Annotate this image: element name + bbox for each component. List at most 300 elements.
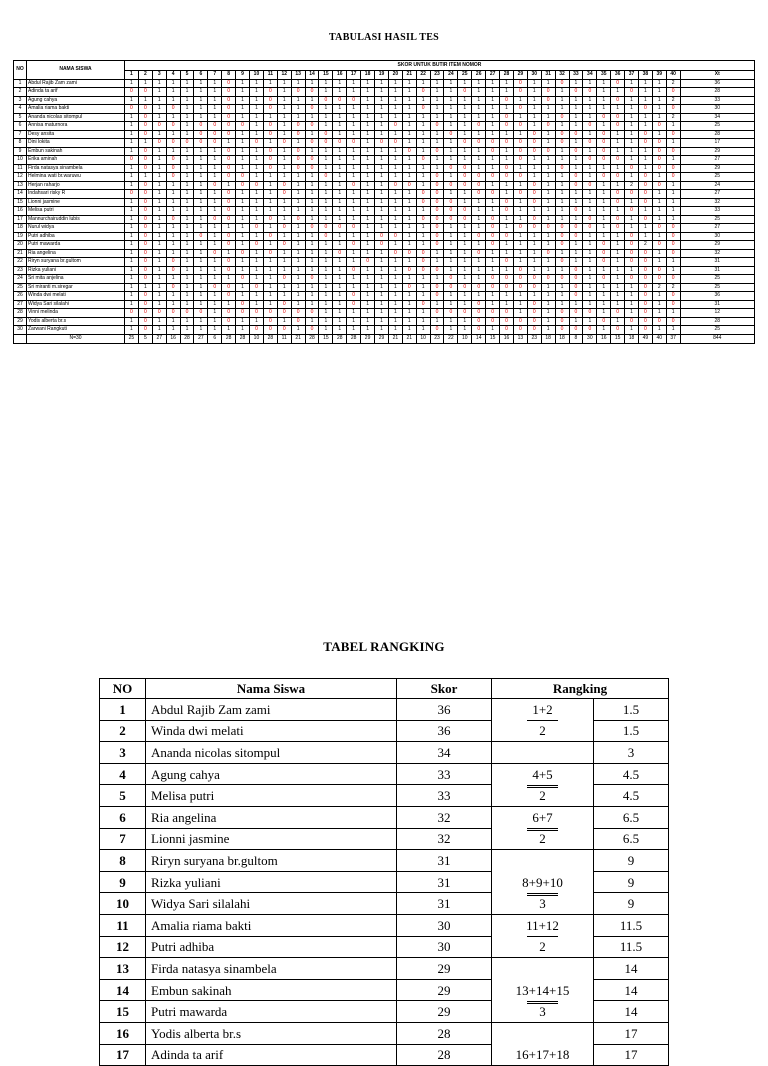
- score-cell: 1: [652, 130, 666, 139]
- footer-item-total: 10: [458, 334, 472, 343]
- score-cell: 1: [402, 224, 416, 233]
- student-name: Ria angelina: [27, 249, 125, 258]
- score-cell: 1: [388, 147, 402, 156]
- score-cell: 0: [527, 181, 541, 190]
- score-cell: 1: [527, 232, 541, 241]
- score-cell: 1: [236, 326, 250, 335]
- score-cell: 1: [500, 147, 514, 156]
- footer-item-total: 40: [652, 334, 666, 343]
- score-cell: 1: [194, 147, 208, 156]
- score-cell: 1: [541, 241, 555, 250]
- score-cell: 1: [180, 207, 194, 216]
- score-cell: 1: [166, 317, 180, 326]
- score-cell: 1: [513, 215, 527, 224]
- score-cell: 0: [166, 105, 180, 114]
- score-cell: 0: [444, 275, 458, 284]
- rank-value: 4.5: [594, 763, 669, 785]
- score-cell: 1: [472, 292, 486, 301]
- rank-value: 14: [594, 1001, 669, 1023]
- rank-student-name: Putri adhiba: [146, 936, 397, 958]
- score-cell: 1: [222, 181, 236, 190]
- score-cell: 0: [652, 122, 666, 131]
- footer-item-total: 29: [375, 334, 389, 343]
- score-cell: 0: [402, 181, 416, 190]
- score-cell: 0: [597, 130, 611, 139]
- score-cell: 1: [291, 292, 305, 301]
- score-cell: 0: [263, 130, 277, 139]
- score-cell: 0: [430, 173, 444, 182]
- table-row: [14, 283, 755, 292]
- footer-item-total: 28: [263, 334, 277, 343]
- row-total-xt: 17: [680, 139, 754, 148]
- score-cell: 1: [638, 88, 652, 97]
- score-cell: 0: [486, 232, 500, 241]
- item-number-header: 21: [402, 71, 416, 80]
- item-number-header: 1: [125, 71, 139, 80]
- student-name: Zarwani Rangkuti: [27, 326, 125, 335]
- score-cell: 1: [208, 309, 222, 318]
- score-cell: 1: [583, 249, 597, 258]
- score-cell: 1: [319, 283, 333, 292]
- score-cell: 0: [652, 147, 666, 156]
- score-cell: 1: [402, 326, 416, 335]
- score-cell: 0: [263, 326, 277, 335]
- score-cell: 1: [194, 292, 208, 301]
- score-cell: 0: [597, 317, 611, 326]
- score-cell: 1: [305, 96, 319, 105]
- rank-row-no: 15: [100, 1001, 146, 1023]
- score-cell: 0: [569, 232, 583, 241]
- score-cell: 1: [388, 300, 402, 309]
- score-cell: 1: [569, 139, 583, 148]
- rank-row-no: 1: [100, 699, 146, 721]
- score-cell: 1: [361, 275, 375, 284]
- score-cell: 1: [597, 88, 611, 97]
- score-cell: 1: [208, 207, 222, 216]
- score-cell: 1: [388, 266, 402, 275]
- rank-row-no: 2: [100, 720, 146, 742]
- score-cell: 1: [152, 96, 166, 105]
- score-cell: 1: [277, 88, 291, 97]
- item-number-header: 38: [638, 71, 652, 80]
- score-cell: 1: [388, 96, 402, 105]
- score-cell: 1: [166, 88, 180, 97]
- score-cell: 1: [291, 224, 305, 233]
- student-name: Desy ansita: [27, 130, 125, 139]
- score-cell: 0: [638, 283, 652, 292]
- score-cell: 1: [375, 224, 389, 233]
- score-cell: 0: [555, 317, 569, 326]
- score-cell: 1: [305, 130, 319, 139]
- score-cell: 1: [277, 215, 291, 224]
- score-cell: 1: [305, 266, 319, 275]
- score-cell: 1: [472, 105, 486, 114]
- rank-skor: 31: [397, 893, 492, 915]
- score-cell: 0: [583, 309, 597, 318]
- score-cell: 0: [638, 258, 652, 267]
- score-cell: 0: [638, 326, 652, 335]
- score-cell: 1: [458, 156, 472, 165]
- item-number-header: 2: [138, 71, 152, 80]
- score-cell: 0: [138, 309, 152, 318]
- score-cell: 1: [194, 275, 208, 284]
- score-cell: 0: [416, 156, 430, 165]
- score-cell: 0: [500, 198, 514, 207]
- score-cell: 0: [555, 164, 569, 173]
- score-cell: 1: [250, 130, 264, 139]
- score-cell: 1: [347, 147, 361, 156]
- score-cell: 0: [208, 249, 222, 258]
- score-cell: 1: [597, 207, 611, 216]
- score-cell: 1: [569, 122, 583, 131]
- score-cell: 1: [652, 309, 666, 318]
- ranking-row: [100, 720, 669, 742]
- score-cell: 1: [402, 232, 416, 241]
- score-cell: 1: [250, 275, 264, 284]
- score-cell: 1: [263, 224, 277, 233]
- score-cell: 0: [305, 224, 319, 233]
- score-cell: 1: [305, 190, 319, 199]
- score-cell: 0: [638, 292, 652, 301]
- score-cell: 1: [500, 266, 514, 275]
- score-cell: 1: [611, 88, 625, 97]
- score-cell: 1: [444, 190, 458, 199]
- rank-value: 17: [594, 1044, 669, 1066]
- score-cell: 1: [347, 105, 361, 114]
- student-name: Melisa putri: [27, 207, 125, 216]
- score-cell: 1: [611, 258, 625, 267]
- score-cell: 1: [250, 96, 264, 105]
- rank-student-name: Amalia riama bakti: [146, 914, 397, 936]
- score-cell: 0: [333, 224, 347, 233]
- score-cell: 1: [541, 156, 555, 165]
- score-cell: 0: [222, 96, 236, 105]
- score-cell: 1: [541, 105, 555, 114]
- score-cell: 0: [305, 309, 319, 318]
- score-cell: 0: [458, 215, 472, 224]
- score-cell: 1: [388, 173, 402, 182]
- row-no: 16: [14, 207, 27, 216]
- score-cell: 1: [569, 164, 583, 173]
- score-cell: 1: [527, 113, 541, 122]
- score-cell: 1: [305, 300, 319, 309]
- score-cell: 0: [305, 164, 319, 173]
- score-cell: 0: [527, 326, 541, 335]
- score-cell: 0: [666, 300, 680, 309]
- score-cell: 0: [472, 173, 486, 182]
- ranking-row: [100, 699, 669, 721]
- score-cell: 1: [555, 156, 569, 165]
- score-cell: 1: [263, 79, 277, 88]
- score-cell: 1: [180, 249, 194, 258]
- score-cell: 1: [416, 130, 430, 139]
- score-cell: 1: [333, 173, 347, 182]
- score-cell: 1: [388, 164, 402, 173]
- score-cell: 1: [486, 79, 500, 88]
- score-cell: 0: [569, 292, 583, 301]
- score-cell: 1: [361, 156, 375, 165]
- score-cell: 0: [222, 88, 236, 97]
- item-number-header: 30: [527, 71, 541, 80]
- score-cell: 0: [263, 317, 277, 326]
- score-cell: 0: [138, 258, 152, 267]
- rank-calculation: [492, 1022, 594, 1044]
- score-cell: 1: [611, 105, 625, 114]
- score-cell: 1: [319, 258, 333, 267]
- score-cell: 1: [638, 224, 652, 233]
- score-cell: 1: [166, 130, 180, 139]
- score-cell: 0: [513, 317, 527, 326]
- score-cell: 0: [597, 156, 611, 165]
- score-cell: 1: [541, 317, 555, 326]
- score-cell: 0: [416, 258, 430, 267]
- score-cell: 0: [638, 266, 652, 275]
- score-cell: 1: [361, 266, 375, 275]
- score-cell: 1: [250, 232, 264, 241]
- score-cell: 1: [180, 190, 194, 199]
- score-cell: 0: [208, 122, 222, 131]
- score-cell: 0: [597, 249, 611, 258]
- score-cell: 1: [180, 275, 194, 284]
- score-cell: 0: [625, 190, 639, 199]
- rank-value: 1.5: [594, 699, 669, 721]
- score-cell: 1: [291, 105, 305, 114]
- score-cell: 0: [138, 326, 152, 335]
- score-cell: 1: [527, 207, 541, 216]
- score-cell: 1: [444, 88, 458, 97]
- score-cell: 0: [222, 258, 236, 267]
- table-row: [14, 181, 755, 190]
- score-cell: 0: [194, 232, 208, 241]
- score-cell: 0: [138, 266, 152, 275]
- score-cell: 1: [291, 79, 305, 88]
- rank-student-name: Melisa putri: [146, 785, 397, 807]
- score-cell: 1: [152, 164, 166, 173]
- score-cell: 1: [666, 190, 680, 199]
- score-cell: 0: [305, 275, 319, 284]
- item-number-header: 4: [166, 71, 180, 80]
- score-cell: 0: [638, 139, 652, 148]
- score-cell: 1: [388, 190, 402, 199]
- score-cell: 0: [402, 249, 416, 258]
- score-cell: 1: [250, 190, 264, 199]
- item-number-header: 22: [416, 71, 430, 80]
- score-cell: 0: [638, 130, 652, 139]
- score-cell: 1: [638, 79, 652, 88]
- score-cell: 1: [625, 156, 639, 165]
- score-cell: 1: [138, 139, 152, 148]
- score-cell: 0: [416, 198, 430, 207]
- score-cell: 1: [458, 317, 472, 326]
- score-cell: 0: [569, 283, 583, 292]
- score-cell: 1: [208, 88, 222, 97]
- score-cell: 1: [486, 96, 500, 105]
- score-cell: 1: [194, 241, 208, 250]
- score-cell: 1: [500, 79, 514, 88]
- score-cell: 0: [611, 326, 625, 335]
- score-cell: 1: [375, 122, 389, 131]
- score-cell: 1: [444, 249, 458, 258]
- score-cell: 0: [652, 164, 666, 173]
- score-cell: 1: [375, 258, 389, 267]
- ranking-row: [100, 828, 669, 850]
- table-row: [14, 88, 755, 97]
- score-cell: 0: [569, 181, 583, 190]
- student-name: Dini lokita: [27, 139, 125, 148]
- score-cell: 0: [513, 283, 527, 292]
- score-cell: 1: [611, 207, 625, 216]
- score-cell: 1: [361, 241, 375, 250]
- score-cell: 1: [444, 147, 458, 156]
- student-name: Indahsari risky R: [27, 190, 125, 199]
- score-cell: 1: [458, 113, 472, 122]
- score-cell: 1: [444, 173, 458, 182]
- score-cell: 1: [305, 258, 319, 267]
- score-cell: 1: [194, 317, 208, 326]
- rank-skor: 31: [397, 871, 492, 893]
- score-cell: 1: [388, 283, 402, 292]
- ranking-row: [100, 1044, 669, 1066]
- score-cell: 1: [347, 258, 361, 267]
- score-cell: 1: [666, 326, 680, 335]
- score-cell: 1: [347, 79, 361, 88]
- table-row: [14, 190, 755, 199]
- item-number-header: 10: [250, 71, 264, 80]
- score-cell: 0: [458, 309, 472, 318]
- score-cell: 1: [583, 105, 597, 114]
- score-cell: 1: [375, 249, 389, 258]
- row-total-xt: 32: [680, 198, 754, 207]
- score-cell: 1: [194, 207, 208, 216]
- score-cell: 1: [513, 249, 527, 258]
- score-cell: 1: [333, 88, 347, 97]
- score-cell: 1: [180, 147, 194, 156]
- score-cell: 1: [500, 88, 514, 97]
- score-cell: 0: [430, 266, 444, 275]
- score-cell: 1: [430, 105, 444, 114]
- footer-item-total: 23: [527, 334, 541, 343]
- score-cell: 1: [208, 326, 222, 335]
- score-cell: 0: [458, 181, 472, 190]
- score-cell: 1: [527, 96, 541, 105]
- footer-item-total: 21: [402, 334, 416, 343]
- score-cell: 0: [541, 147, 555, 156]
- rank-skor: 29: [397, 958, 492, 980]
- score-cell: 0: [236, 300, 250, 309]
- score-cell: 1: [347, 198, 361, 207]
- ranking-row: [100, 1022, 669, 1044]
- score-cell: 0: [513, 105, 527, 114]
- score-cell: 1: [180, 122, 194, 131]
- score-cell: 0: [527, 190, 541, 199]
- score-cell: 1: [319, 147, 333, 156]
- score-cell: 0: [486, 215, 500, 224]
- score-cell: 1: [333, 292, 347, 301]
- score-cell: 0: [250, 224, 264, 233]
- score-cell: 0: [305, 156, 319, 165]
- score-cell: 1: [541, 215, 555, 224]
- score-cell: 1: [458, 300, 472, 309]
- table-row: [14, 292, 755, 301]
- score-cell: 1: [194, 156, 208, 165]
- score-cell: 0: [472, 249, 486, 258]
- score-cell: 1: [208, 164, 222, 173]
- score-cell: 1: [236, 266, 250, 275]
- footer-item-total: 10: [416, 334, 430, 343]
- score-cell: 1: [319, 300, 333, 309]
- score-cell: 0: [430, 215, 444, 224]
- score-cell: 1: [472, 96, 486, 105]
- score-cell: 1: [194, 96, 208, 105]
- rank-value: 14: [594, 979, 669, 1001]
- score-cell: 1: [513, 181, 527, 190]
- score-cell: 0: [180, 309, 194, 318]
- score-cell: 1: [625, 79, 639, 88]
- rank-row-no: 4: [100, 763, 146, 785]
- score-cell: 1: [319, 292, 333, 301]
- score-cell: 1: [611, 139, 625, 148]
- score-cell: 1: [458, 326, 472, 335]
- item-number-header: 15: [319, 71, 333, 80]
- score-cell: 0: [402, 266, 416, 275]
- score-cell: 1: [208, 224, 222, 233]
- score-cell: 1: [166, 326, 180, 335]
- score-cell: 0: [500, 258, 514, 267]
- score-cell: 1: [569, 105, 583, 114]
- score-cell: 1: [583, 300, 597, 309]
- footer-item-total: 30: [583, 334, 597, 343]
- score-cell: 1: [236, 317, 250, 326]
- score-cell: 1: [236, 130, 250, 139]
- score-cell: 1: [250, 147, 264, 156]
- score-cell: 1: [583, 173, 597, 182]
- score-cell: 1: [166, 147, 180, 156]
- score-cell: 1: [347, 283, 361, 292]
- score-cell: 1: [277, 207, 291, 216]
- score-cell: 1: [555, 300, 569, 309]
- score-cell: 1: [152, 326, 166, 335]
- item-number-header: 35: [597, 71, 611, 80]
- row-no: 20: [14, 241, 27, 250]
- score-cell: 1: [458, 130, 472, 139]
- rangking-table: [99, 678, 669, 1066]
- score-cell: 1: [291, 258, 305, 267]
- score-cell: 0: [638, 181, 652, 190]
- score-cell: 1: [444, 300, 458, 309]
- score-cell: 0: [208, 130, 222, 139]
- rank-calculation: 2: [492, 785, 594, 807]
- score-cell: 0: [166, 173, 180, 182]
- score-cell: 0: [583, 181, 597, 190]
- score-cell: 1: [444, 326, 458, 335]
- score-cell: 0: [625, 207, 639, 216]
- score-cell: 1: [541, 198, 555, 207]
- score-cell: 0: [194, 309, 208, 318]
- score-cell: 1: [333, 283, 347, 292]
- score-cell: 1: [375, 105, 389, 114]
- student-name: Sri mita anjelina: [27, 275, 125, 284]
- tabulasi-body: [14, 79, 755, 334]
- score-cell: 1: [388, 79, 402, 88]
- score-cell: 1: [513, 258, 527, 267]
- score-cell: 1: [138, 283, 152, 292]
- rank-row-no: 5: [100, 785, 146, 807]
- score-cell: 0: [458, 207, 472, 216]
- score-cell: 1: [625, 224, 639, 233]
- score-cell: 1: [638, 156, 652, 165]
- score-cell: 1: [347, 88, 361, 97]
- score-cell: 0: [291, 164, 305, 173]
